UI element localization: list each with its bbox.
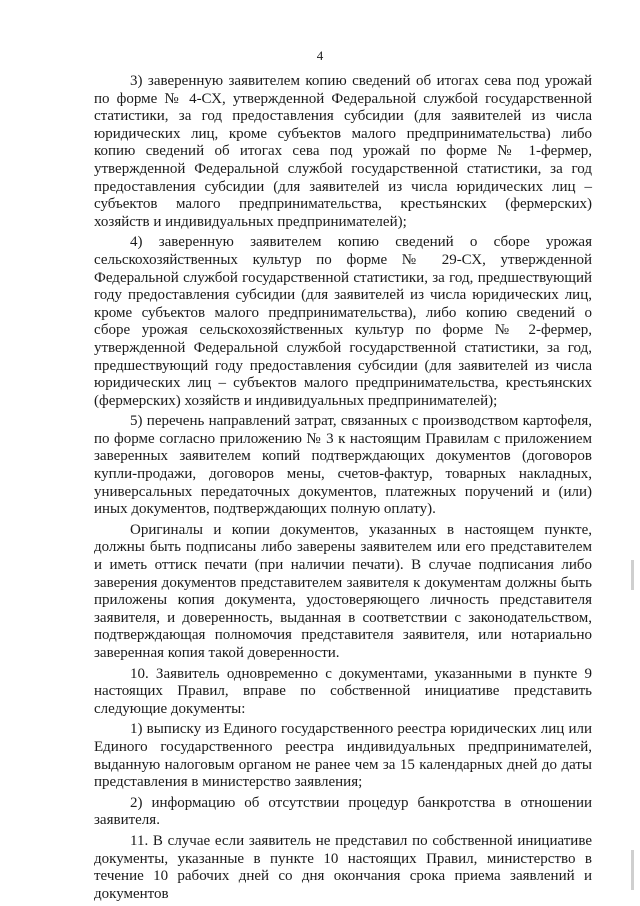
paragraph-clause-11: 11. В случае если заявитель не представил по собственной инициативе документы, указанные в пункте 10 настоящих Правил, министерство в течение 10 рабочих дней со дня окончания срока приема заявлений и документов <box>94 832 592 902</box>
scan-edge-mark-top <box>631 560 634 590</box>
scan-edge-mark-bottom <box>631 850 634 890</box>
paragraph-item-5: 5) перечень направлений затрат, связанных с производством картофеля, по форме согласно приложению № 3 к настоящим Правилам с приложением заверенных заявителем копий подтверждающих документов (договоров купли-продажи, договоров мены, счетов-фактур, товарных накладных, универсальных передаточных документов, платежных поручений и (или) иных документов, подтверждающих полную оплату). <box>94 413 592 518</box>
paragraph-clause-10: 10. Заявитель одновременно с документами, указанными в пункте 9 настоящих Правил, вправе по собственной инициативе представить следующие документы: <box>94 665 592 717</box>
paragraph-clause-10-item-2: 2) информацию об отсутствии процедур банкротства в отношении заявителя. <box>94 794 592 829</box>
paragraph-originals: Оригиналы и копии документов, указанных в настоящем пункте, должны быть подписаны либо заверены заявителем или его представителем и иметь оттиск печати (при наличии печати). В случае подписания либо заверения документов представителем заявителя к документам должны быть приложены копия документа, удостоверяющего личность представителя заявителя, и доверенность, выданная в соответствии с законодательством, подтверждающая полномочия представителя заявителя, или нотариально заверенная копия такой доверенности. <box>94 521 592 661</box>
page-number: 4 <box>316 48 324 63</box>
document-body <box>94 73 592 906</box>
paragraph-item-3: 3) заверенную заявителем копию сведений об итогах сева под урожай по форме № 4-СХ, утвержденной Федеральной службой государственной статистики, за год предоставления субсидии (для заявителей из числа юридических лиц, кроме субъектов малого предпринимательства) либо копию сведений об итогах сева под урожай по форме № 1-фермер, утвержденной Федеральной службой государственной статистики, за год предоставления субсидии (для заявителей из числа юридических лиц – субъектов малого предпринимательства, крестьянских (фермерских) хозяйств и индивидуальных предпринимателей); <box>94 73 592 230</box>
paragraph-item-4: 4) заверенную заявителем копию сведений о сборе урожая сельскохозяйственных культур по форме № 29-СХ, утвержденной Федеральной службой государственной статистики, за год, предшествующий году предоставления субсидии (для заявителей из числа юридических лиц, кроме субъектов малого предпринимательства), либо копию сведений о сборе урожая сельскохозяйственных культур по форме № 2-фермер, утвержденной Федеральной службой государственной статистики, за год, предшествующий году предоставления субсидии (для заявителей из числа юридических лиц – субъектов малого предпринимательства, крестьянских (фермерских) хозяйств и индивидуальных предпринимателей); <box>94 234 592 409</box>
paragraph-clause-10-item-1: 1) выписку из Единого государственного реестра юридических лиц или Единого государственного реестра индивидуальных предпринимателей, выданную налоговым органом не ранее чем за 15 календарных дней до даты представления в министерство заявления; <box>94 721 592 791</box>
